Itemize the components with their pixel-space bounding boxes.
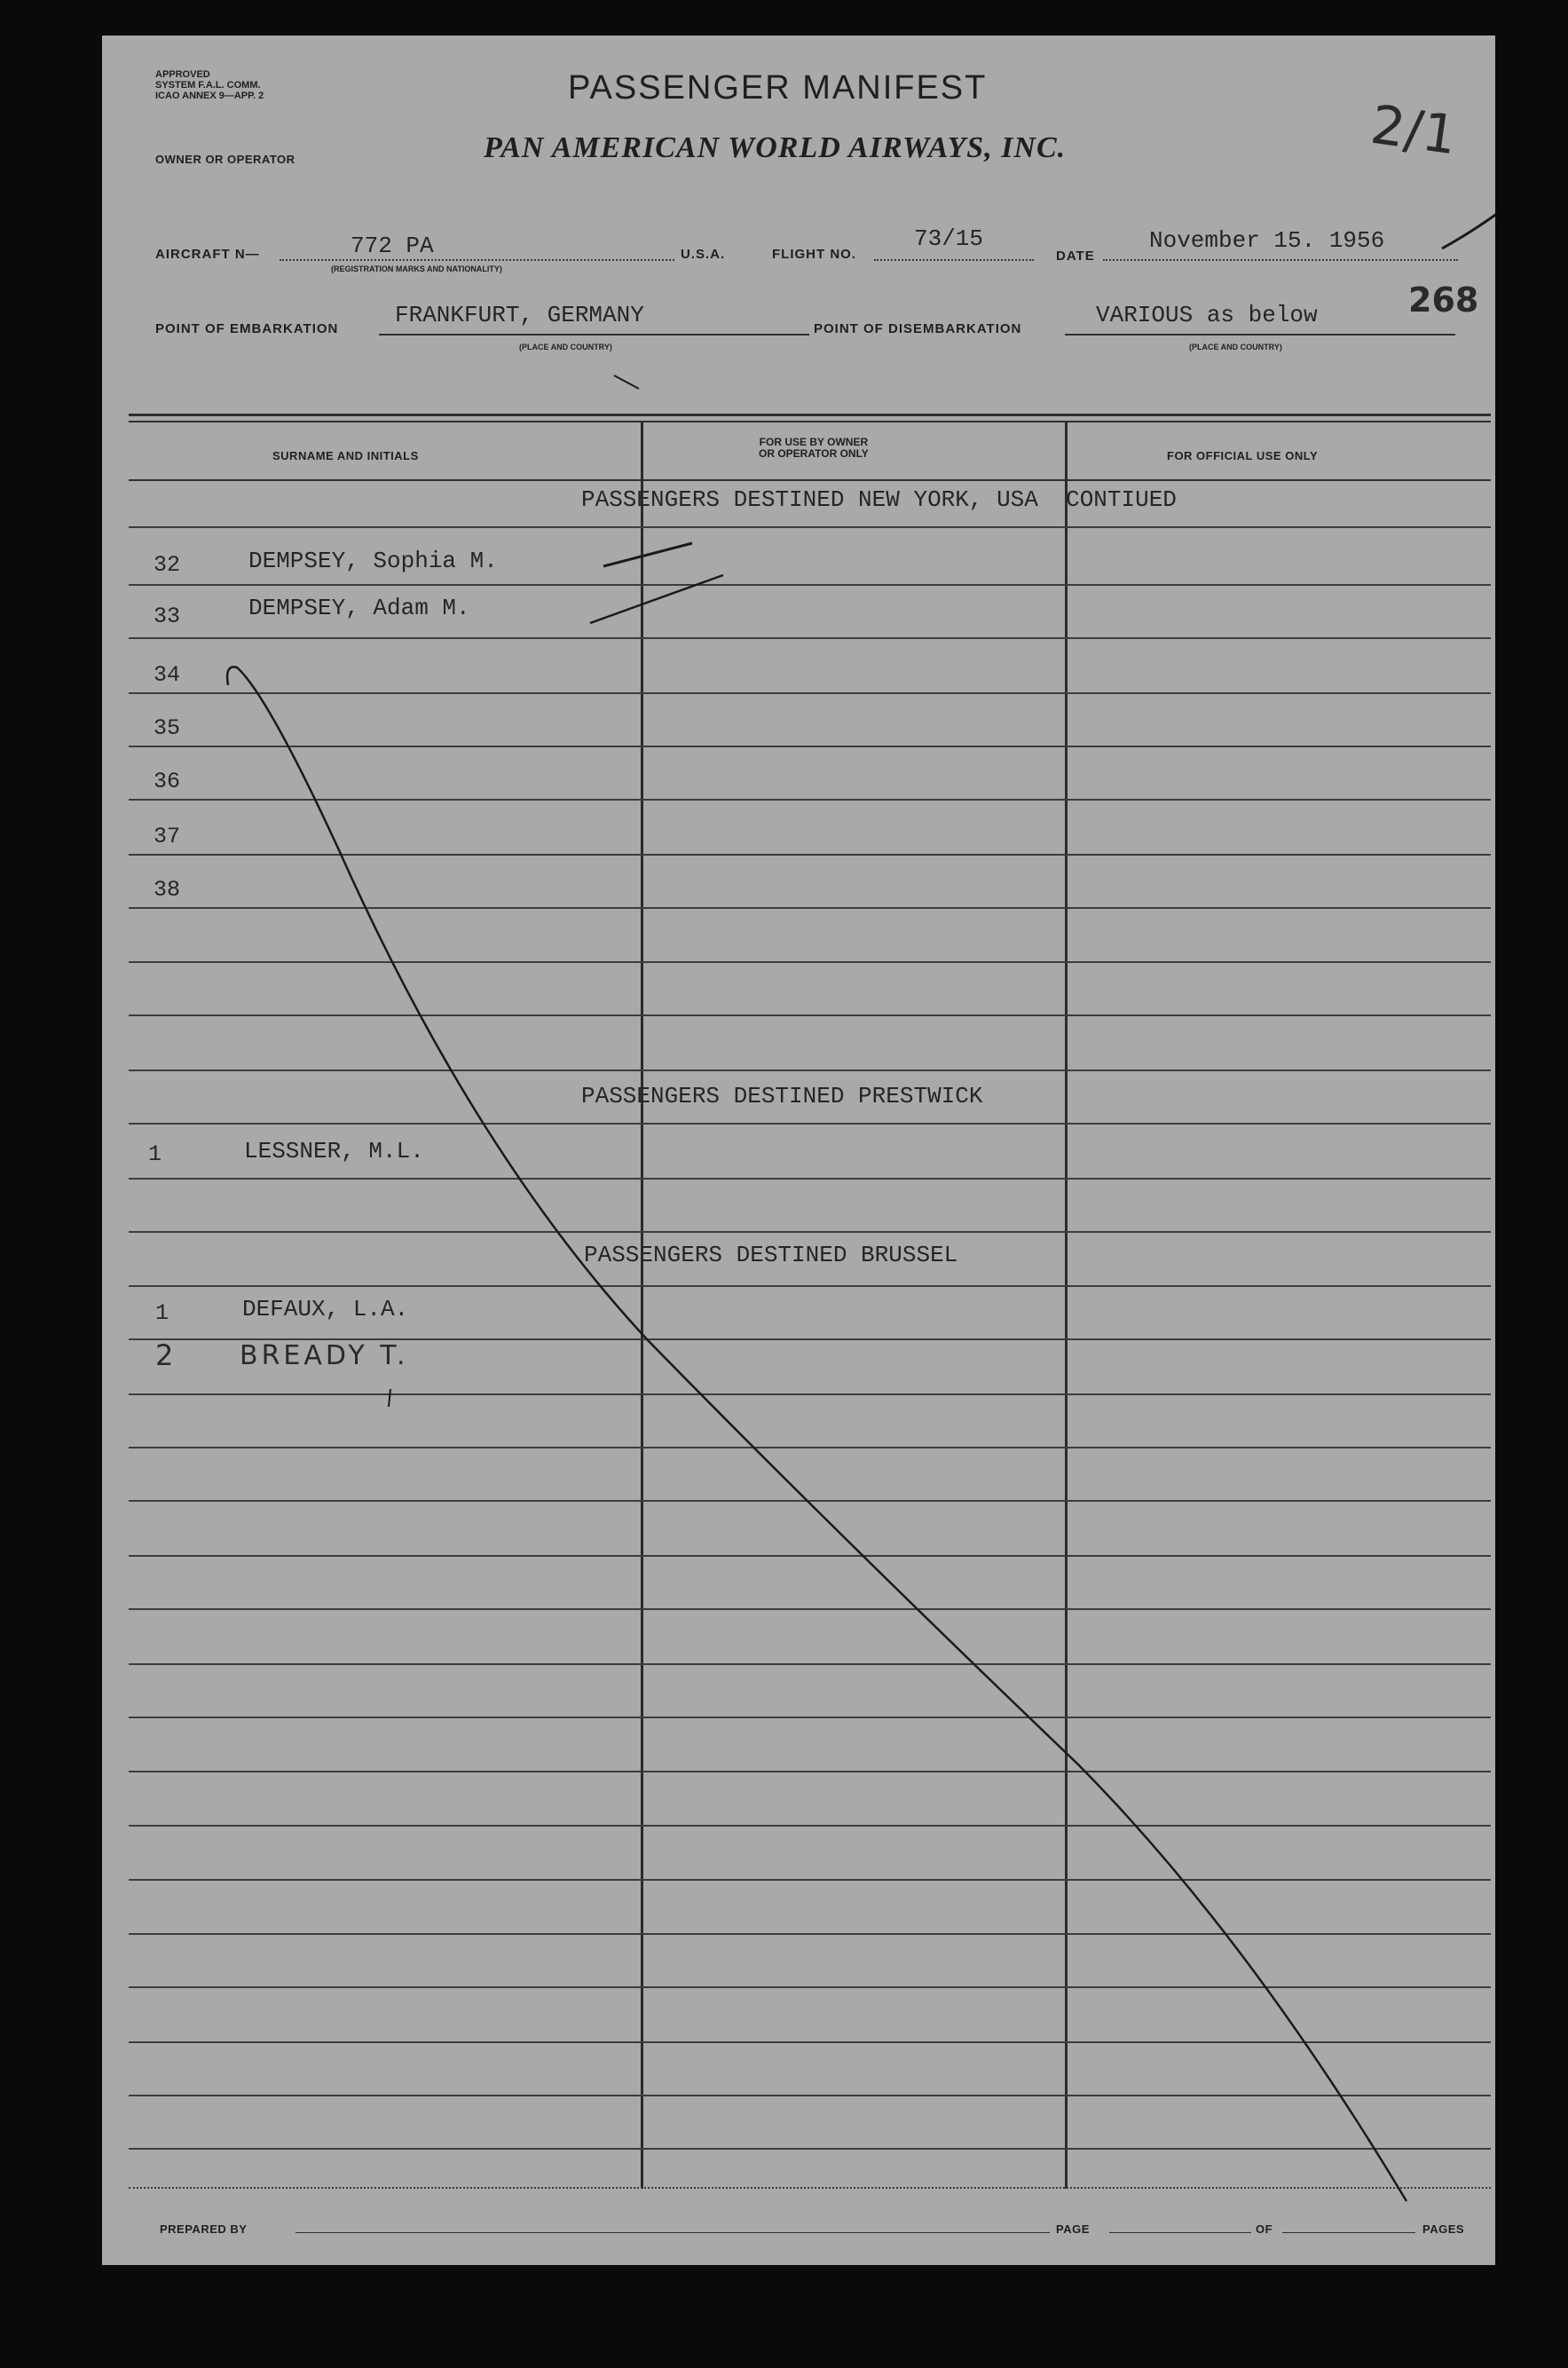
aircraft-note: (REGISTRATION MARKS AND NATIONALITY) bbox=[331, 264, 502, 273]
row-number: 34 bbox=[154, 662, 181, 688]
owner-label: OWNER OR OPERATOR bbox=[155, 153, 295, 166]
row-number: 35 bbox=[154, 715, 181, 741]
form-title: PASSENGER MANIFEST bbox=[568, 69, 988, 107]
page-stamp: 268 bbox=[1408, 280, 1479, 320]
row-number: 36 bbox=[154, 769, 181, 794]
pen-tick bbox=[389, 1389, 390, 1407]
void-line bbox=[227, 667, 1406, 2201]
column-official-use: FOR OFFICIAL USE ONLY bbox=[1167, 449, 1319, 462]
page-label: PAGE bbox=[1056, 2222, 1090, 2236]
row-number: 32 bbox=[154, 552, 181, 578]
passenger-name: DEFAUX, L.A. bbox=[242, 1296, 409, 1322]
corner-pen-stroke bbox=[1442, 195, 1495, 249]
embarkation-note: (PLACE AND COUNTRY) bbox=[519, 343, 612, 351]
passenger-name: DEMPSEY, Adam M. bbox=[248, 595, 470, 621]
pen-marks bbox=[102, 36, 1495, 2265]
row-number: 37 bbox=[154, 824, 181, 849]
usa-label: U.S.A. bbox=[681, 247, 726, 262]
aircraft-label: AIRCRAFT N— bbox=[155, 247, 260, 262]
disembarkation-note: (PLACE AND COUNTRY) bbox=[1189, 343, 1282, 351]
column-owner-use: FOR USE BY OWNER OR OPERATOR ONLY bbox=[759, 436, 869, 460]
pen-tick bbox=[614, 375, 639, 389]
section-new-york: PASSENGERS DESTINED NEW YORK, USA CONTIUED bbox=[581, 486, 1177, 513]
company-name: PAN AMERICAN WORLD AIRWAYS, INC. bbox=[484, 131, 1067, 164]
flight-label: FLIGHT NO. bbox=[772, 247, 856, 262]
approval-line-2: SYSTEM F.A.L. COMM. bbox=[155, 80, 261, 91]
embarkation-label: POINT OF EMBARKATION bbox=[155, 321, 339, 336]
checkmark-stroke bbox=[590, 575, 723, 623]
approval-line-1: APPROVED bbox=[155, 69, 210, 80]
date-value: November 15. 1956 bbox=[1149, 227, 1385, 254]
manifest-sheet bbox=[102, 36, 1495, 2265]
passenger-name: LESSNER, M.L. bbox=[244, 1138, 424, 1164]
handwritten-page-mark: 2/1 bbox=[1367, 93, 1461, 168]
section-prestwick: PASSENGERS DESTINED PRESTWICK bbox=[581, 1083, 983, 1109]
aircraft-value: 772 PA bbox=[351, 233, 434, 259]
disembarkation-label: POINT OF DISEMBARKATION bbox=[814, 321, 1022, 336]
passenger-name: DEMPSEY, Sophia M. bbox=[248, 548, 498, 574]
checkmark-stroke bbox=[603, 543, 692, 566]
of-label: OF bbox=[1256, 2222, 1273, 2236]
row-number: 1 bbox=[148, 1141, 162, 1167]
prepared-by-label: PREPARED BY bbox=[160, 2222, 248, 2236]
row-number: 33 bbox=[154, 604, 181, 629]
flight-value: 73/15 bbox=[914, 225, 984, 252]
section-brussel: PASSENGERS DESTINED BRUSSEL bbox=[584, 1242, 958, 1268]
disembarkation-value: VARIOUS as below bbox=[1096, 302, 1318, 328]
embarkation-value: FRANKFURT, GERMANY bbox=[395, 302, 644, 328]
row-number: 38 bbox=[154, 877, 181, 903]
pages-label: PAGES bbox=[1422, 2222, 1465, 2236]
handwritten-passenger-name: BREADY T. bbox=[240, 1340, 409, 1371]
column-surname: SURNAME AND INITIALS bbox=[272, 449, 419, 462]
handwritten-row-number: 2 bbox=[155, 1338, 174, 1372]
row-number: 1 bbox=[155, 1300, 169, 1326]
date-label: DATE bbox=[1056, 249, 1095, 264]
approval-line-3: ICAO ANNEX 9—APP. 2 bbox=[155, 91, 264, 101]
